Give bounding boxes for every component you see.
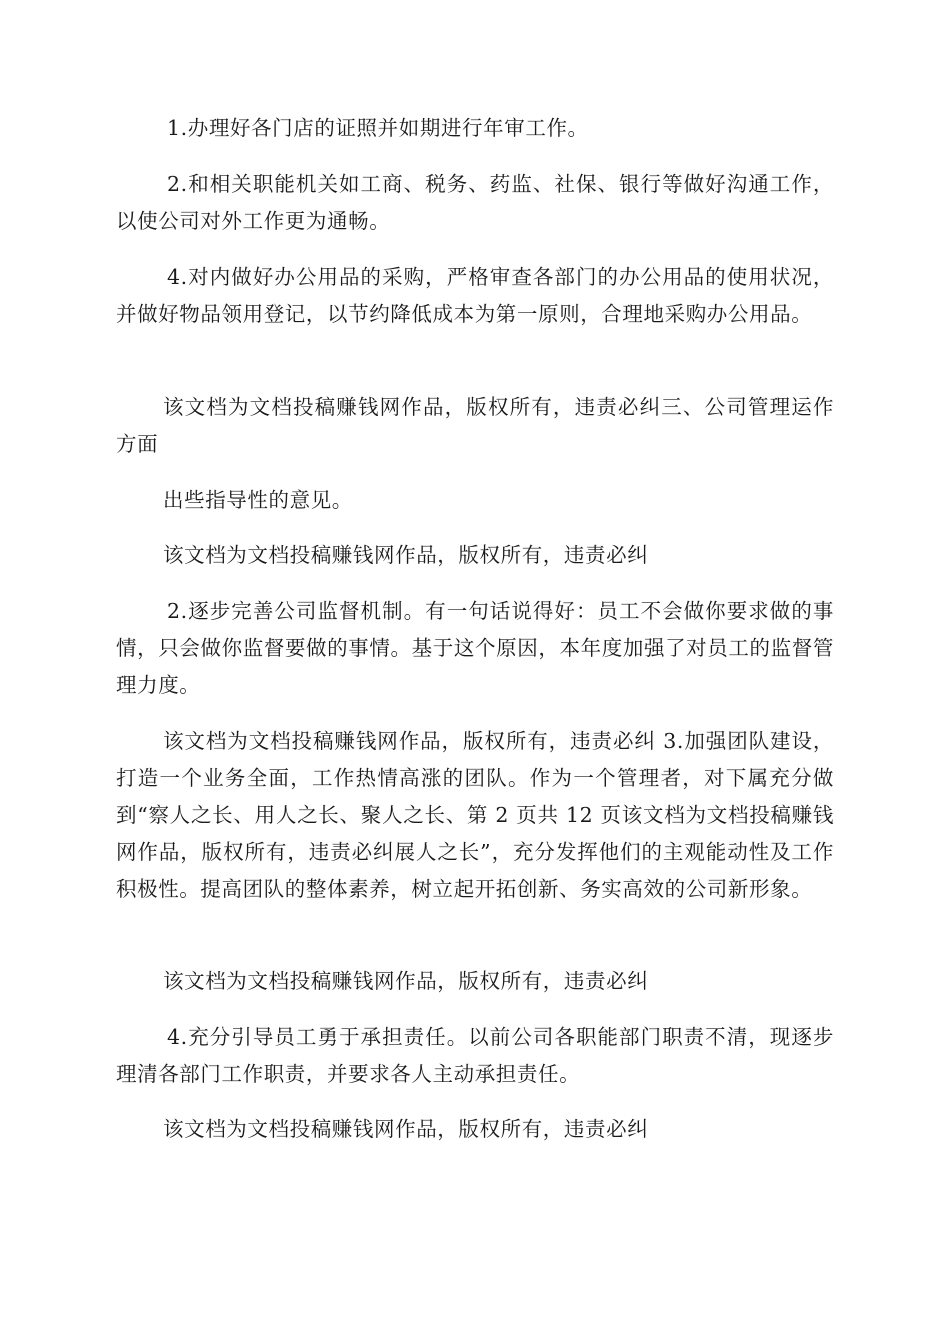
paragraph-item-4-responsibility: 4.充分引导员工勇于承担责任。以前公司各职能部门职责不清，现逐步理清各部门工作职责，并要求各人主动承担责任。 xyxy=(116,1025,834,1086)
paragraph-item-1: 1.办理好各门店的证照并如期进行年审工作。 xyxy=(167,116,589,140)
paragraph-watermark: 该文档为文档投稿赚钱网作品，版权所有，违责必纠 xyxy=(163,969,649,993)
paragraph-item-2: 2.和相关职能机关如工商、税务、药监、社保、银行等做好沟通工作，以使公司对外工作更为通畅。 xyxy=(116,172,834,233)
paragraph-item-3-team: 该文档为文档投稿赚钱网作品，版权所有，违责必纠 3.加强团队建设，打造一个业务全面，工作热情高涨的团队。作为一个管理者，对下属充分做到“察人之长、用人之长、聚人之长、第 2 页共 12 页该文档为文档投稿赚钱网作品，版权所有，违责必纠展人之长”，充分发挥他们的主观能动性及工作积极性。提高团队的整体素养，树立起开拓创新、务实高效的公司新形象。 xyxy=(116,729,834,901)
paragraph-guidance: 出些指导性的意见。 xyxy=(163,488,353,512)
paragraph-watermark: 该文档为文档投稿赚钱网作品，版权所有，违责必纠 xyxy=(163,543,649,567)
paragraph-item-2-supervision: 2.逐步完善公司监督机制。有一句话说得好：员工不会做你要求做的事情，只会做你监督要做的事情。基于这个原因，本年度加强了对员工的监督管理力度。 xyxy=(116,599,834,697)
paragraph-item-4-supplies: 4.对内做好办公用品的采购，严格审查各部门的办公用品的使用状况，并做好物品领用登记，以节约降低成本为第一原则，合理地采购办公用品。 xyxy=(116,265,834,326)
paragraph-watermark-section-three: 该文档为文档投稿赚钱网作品，版权所有，违责必纠三、公司管理运作方面 xyxy=(116,395,834,456)
paragraph-watermark: 该文档为文档投稿赚钱网作品，版权所有，违责必纠 xyxy=(163,1117,649,1141)
